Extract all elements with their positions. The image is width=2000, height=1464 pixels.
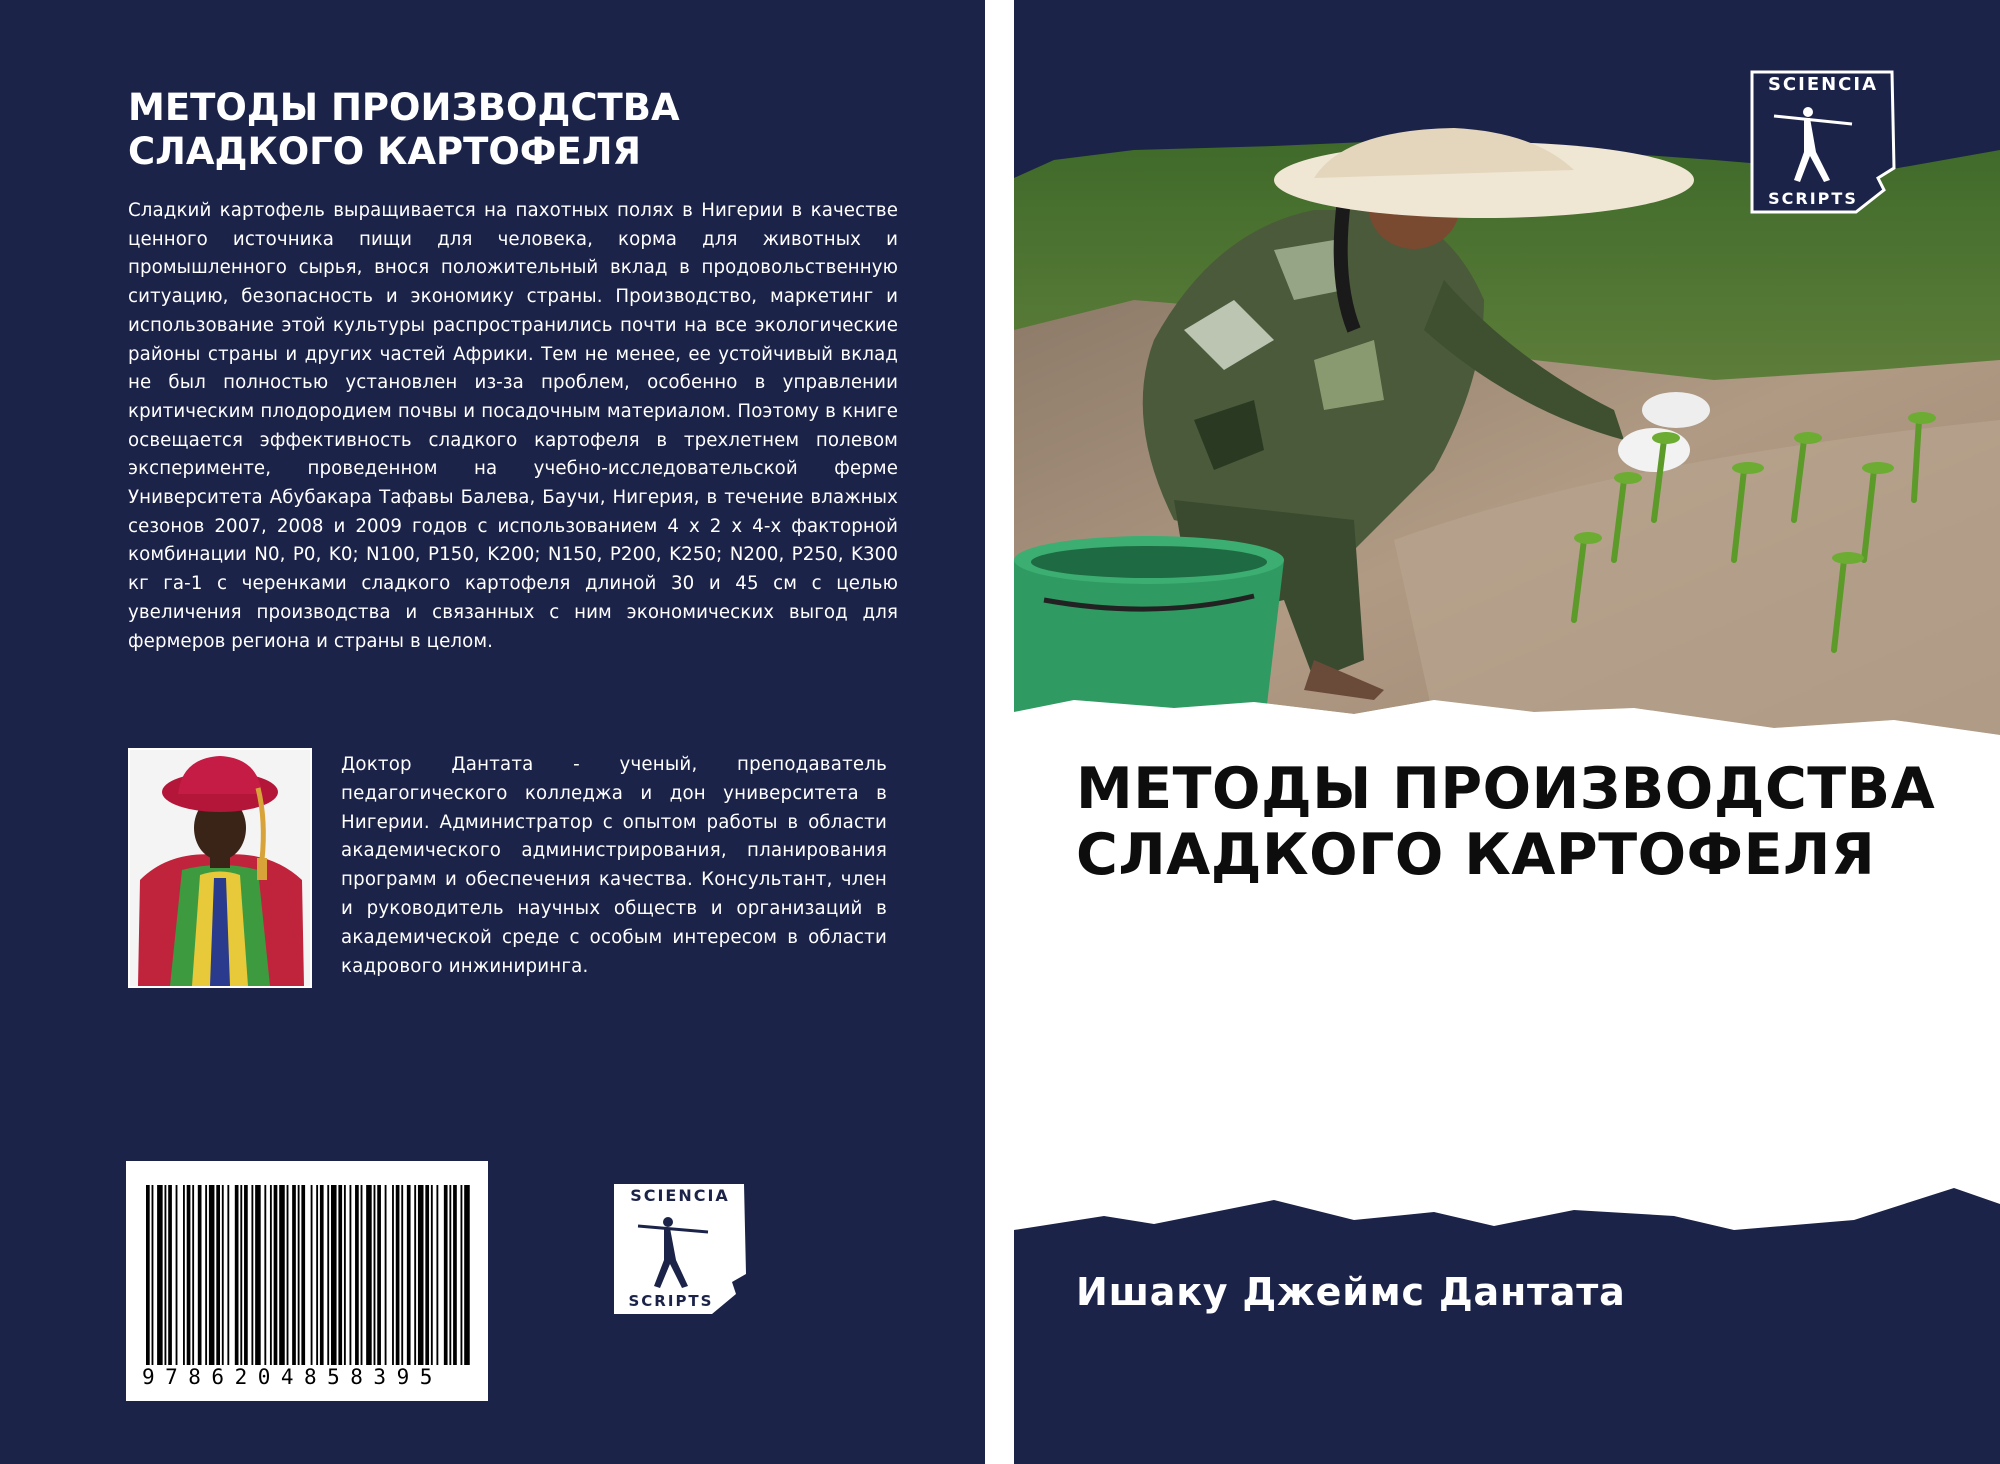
barcode-bar bbox=[244, 1185, 248, 1365]
barcode-bar bbox=[255, 1185, 261, 1365]
barcode-bar bbox=[146, 1185, 150, 1365]
logo-scripts-text: SCRIPTS bbox=[628, 1292, 714, 1310]
barcode-bar bbox=[287, 1185, 289, 1365]
barcode-bar bbox=[198, 1185, 202, 1365]
barcode-bar bbox=[168, 1185, 172, 1365]
barcode-bar bbox=[444, 1185, 448, 1365]
barcode-bar bbox=[311, 1185, 313, 1365]
barcode-bar bbox=[165, 1185, 167, 1365]
barcode-bar bbox=[187, 1185, 191, 1365]
barcode-bar bbox=[240, 1185, 242, 1365]
barcode-bar bbox=[279, 1185, 285, 1365]
back-cover-title bbox=[128, 86, 888, 174]
back-cover bbox=[0, 0, 985, 1464]
barcode-bar bbox=[449, 1185, 451, 1365]
barcode-bar bbox=[320, 1185, 324, 1365]
front-logo-scripts-text: SCRIPTS bbox=[1768, 189, 1858, 208]
barcode-bar bbox=[385, 1185, 387, 1365]
barcode-bar bbox=[431, 1185, 433, 1365]
barcode-bar bbox=[401, 1185, 403, 1365]
author-photo bbox=[128, 748, 312, 988]
barcode-bar bbox=[176, 1185, 178, 1365]
barcode-bar bbox=[301, 1185, 305, 1365]
back-publisher-logo bbox=[612, 1182, 748, 1316]
front-publisher-logo bbox=[1748, 68, 1898, 216]
front-cover-author: Ишаку Джеймс Дантата bbox=[1076, 1270, 1626, 1314]
barcode-bar bbox=[436, 1185, 438, 1365]
barcode-bar bbox=[152, 1185, 154, 1365]
barcode-bar bbox=[374, 1185, 376, 1365]
barcode-bar bbox=[227, 1185, 229, 1365]
barcode-bar bbox=[264, 1185, 266, 1365]
front-cover bbox=[1014, 0, 2000, 1464]
barcode-bar bbox=[425, 1185, 429, 1365]
barcode-bar bbox=[270, 1185, 272, 1365]
barcode-bar bbox=[205, 1185, 207, 1365]
barcode-bar bbox=[377, 1185, 381, 1365]
barcode-bar bbox=[344, 1185, 346, 1365]
book-spine bbox=[985, 0, 1014, 1464]
barcode-bar bbox=[192, 1185, 194, 1365]
barcode-bar bbox=[350, 1185, 352, 1365]
barcode-bar bbox=[414, 1185, 416, 1365]
book-description: Сладкий картофель выращивается на пахотных полях в Нигерии в качестве ценного источника пищи для человека, корма для животных и промышленного сырья, внося положительный вклад в продовольственную ситуацию, безопасность и экономику страны. Производство, маркетинг и использование этой культуры распространились почти на все экологические районы страны и других частей Африки. Тем не менее, ее устойчивый вклад не был полностью установлен из-за проблем, особенно в управлении критическим плодородием почвы и посадочным материалом. Поэтому в книге освещается эффективность сладкого картофеля в трехлетнем полевом эксперименте, проведенном на учебно-исследовательской ферме Университета Абубакара Тафавы Балева, Баучи, Нигерия, в течение влажных сезонов 2007, 2008 и 2009 годов с использованием 4 x 2 x 4-х факторной комбинации N0, P0, K0; N100, P150, K200; N150, P200, K250; N200, P250, K300 кг га-1 с черенками сладкого картофеля длиной 30 и 45 см с целью увеличения производства и связанных с ним экономических выгод для фермеров региона и страны в целом. bbox=[128, 200, 898, 652]
barcode-bar bbox=[327, 1185, 329, 1365]
front-title-line-1: МЕТОДЫ ПРОИЗВОДСТВА bbox=[1076, 756, 1936, 822]
barcode-bar bbox=[316, 1185, 318, 1365]
barcode-bar bbox=[183, 1185, 185, 1365]
barcode-bar bbox=[338, 1185, 342, 1365]
barcode-bar bbox=[361, 1185, 363, 1365]
barcode-bar bbox=[418, 1185, 424, 1365]
front-title-line-2: СЛАДКОГО КАРТОФЕЛЯ bbox=[1076, 822, 1876, 888]
barcode-bar bbox=[157, 1185, 163, 1365]
barcode-bar bbox=[331, 1185, 337, 1365]
barcode-bar bbox=[392, 1185, 394, 1365]
isbn-digits: 9786204858395 bbox=[138, 1365, 476, 1389]
isbn-barcode bbox=[126, 1161, 488, 1401]
back-title-line-2: СЛАДКОГО КАРТОФЕЛЯ bbox=[128, 130, 641, 173]
front-cover-title bbox=[1076, 756, 1976, 888]
barcode-bar bbox=[453, 1185, 457, 1365]
barcode-bar bbox=[461, 1185, 463, 1365]
barcode-bar bbox=[298, 1185, 300, 1365]
logo-sciencia-text: SCIENCIA bbox=[630, 1186, 730, 1205]
barcode-bar bbox=[292, 1185, 296, 1365]
front-logo-sciencia-text: SCIENCIA bbox=[1767, 74, 1879, 95]
barcode-bar bbox=[464, 1185, 470, 1365]
barcode-bar bbox=[274, 1185, 278, 1365]
barcode-bar bbox=[251, 1185, 253, 1365]
front-author-band bbox=[1014, 1180, 2000, 1464]
barcode-bar bbox=[222, 1185, 224, 1365]
barcode-bar bbox=[216, 1185, 220, 1365]
back-title-line-1: МЕТОДЫ ПРОИЗВОДСТВА bbox=[128, 86, 680, 129]
barcode-bar bbox=[209, 1185, 215, 1365]
barcode-bar bbox=[396, 1185, 400, 1365]
barcode-bar bbox=[355, 1185, 359, 1365]
barcode-bar bbox=[366, 1185, 372, 1365]
barcode-bar bbox=[407, 1185, 411, 1365]
barcode-bar bbox=[235, 1185, 239, 1365]
author-bio: Доктор Дантата - ученый, преподаватель педагогического колледжа и дон университета в Нигерии. Администратор с опытом работы в области академического администрирования, планирования программ и обеспечения качества. Консультант, член и руководитель научных обществ и организаций в академической среде с особым интересом в области кадрового инжиниринга. bbox=[341, 754, 887, 977]
